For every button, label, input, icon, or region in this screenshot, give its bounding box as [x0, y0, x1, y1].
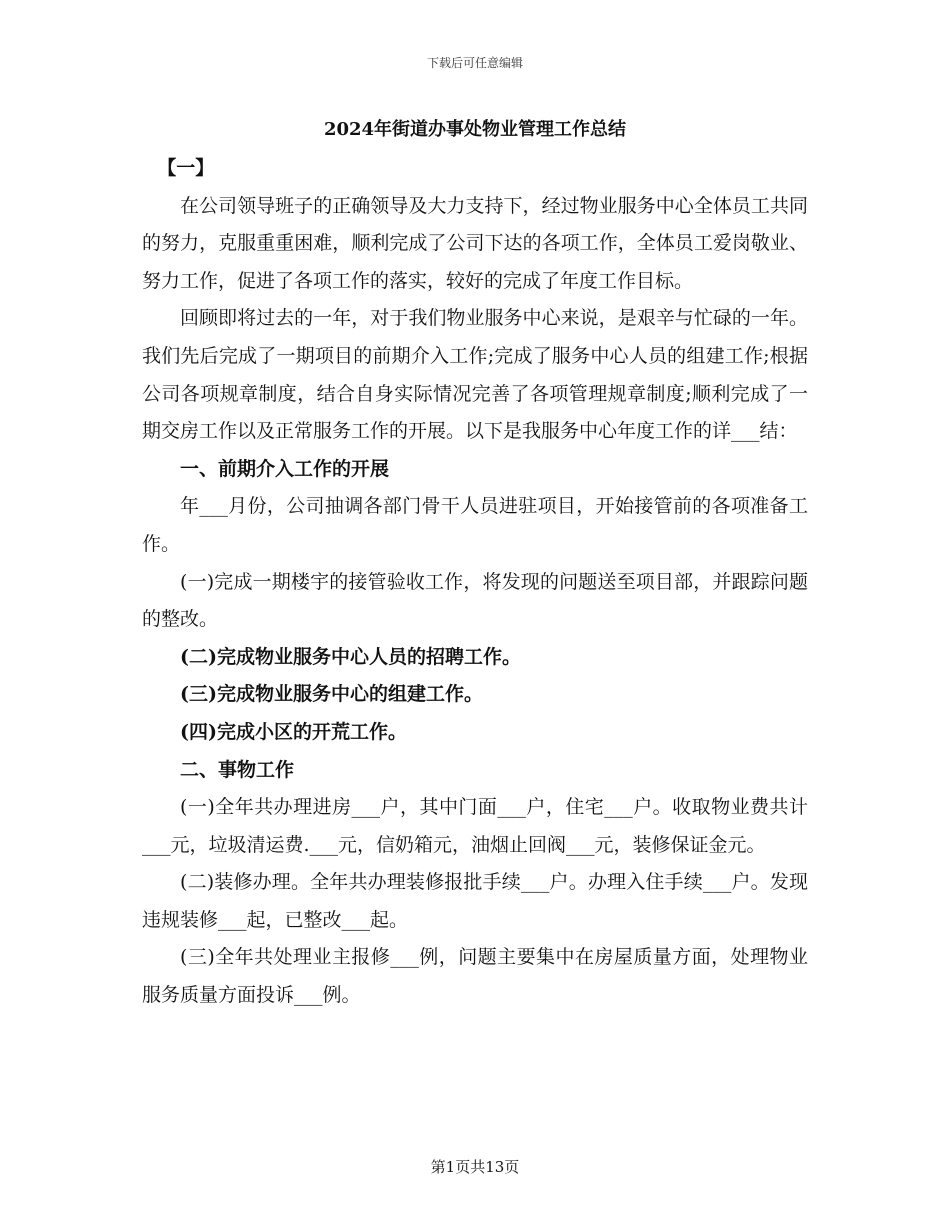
heading-affairs: 二、事物工作 — [180, 758, 295, 781]
paragraph-review: 回顾即将过去的一年，对于我们物业服务中心来说，是艰辛与忙碌的一年。我们先后完成了一期项目的前期介入工作;完成了服务中心人员的组建工作;根据公司各项规章制度，结合自身实际情况完善了各项管理规章制度;顺利完成了一期交房工作以及正常服务工作的开展。以下是我服务中心年度工作的详___结： — [142, 307, 808, 443]
document-body — [142, 150, 808, 1015]
paragraph-affairs-2: (二)装修办理。全年共办理装修报批手续___户。办理入住手续___户。发现违规装修___起，已整改___起。 — [142, 871, 808, 931]
paragraph-affairs-1: (一)全年共办理进房___户，其中门面___户，住宅___户。收取物业费共计___元，垃圾清运费.___元，信奶箱元，油烟止回阀___元，装修保证金元。 — [142, 796, 808, 856]
paragraph-affairs-3: (三)全年共处理业主报修___例，问题主要集中在房屋质量方面，处理物业服务质量方面投诉___例。 — [142, 946, 808, 1007]
paragraph-item-2: (二)完成物业服务中心人员的招聘工作。 — [180, 645, 521, 668]
heading-pre-intervention: 一、前期介入工作的开展 — [180, 457, 390, 480]
paragraph-item-4: (四)完成小区的开荒工作。 — [180, 720, 407, 743]
paragraph-intro: 在公司领导班子的正确领导及大力支持下，经过物业服务中心全体员工共同的努力，克服重重困难，顺利完成了公司下达的各项工作，全体员工爱岗敬业、努力工作，促进了各项工作的落实，较好的完成了年度工作目标。 — [142, 194, 808, 292]
header-note: 下载后可任意编辑 — [426, 56, 523, 70]
document-title: 2024年街道办事处物业管理工作总结 — [323, 119, 627, 140]
paragraph-item-1: (一)完成一期楼宇的接管验收工作，将发现的问题送至项目部，并跟踪问题的整改。 — [142, 570, 808, 631]
paragraph-item-3: (三)完成物业服务中心的组建工作。 — [180, 683, 483, 706]
section-label: 【一】 — [157, 157, 215, 179]
page-footer: 第1页共13页 — [430, 1158, 520, 1176]
paragraph-preparation: 年___月份，公司抽调各部门骨干人员进驻项目，开始接管前的各项准备工作。 — [142, 495, 808, 555]
